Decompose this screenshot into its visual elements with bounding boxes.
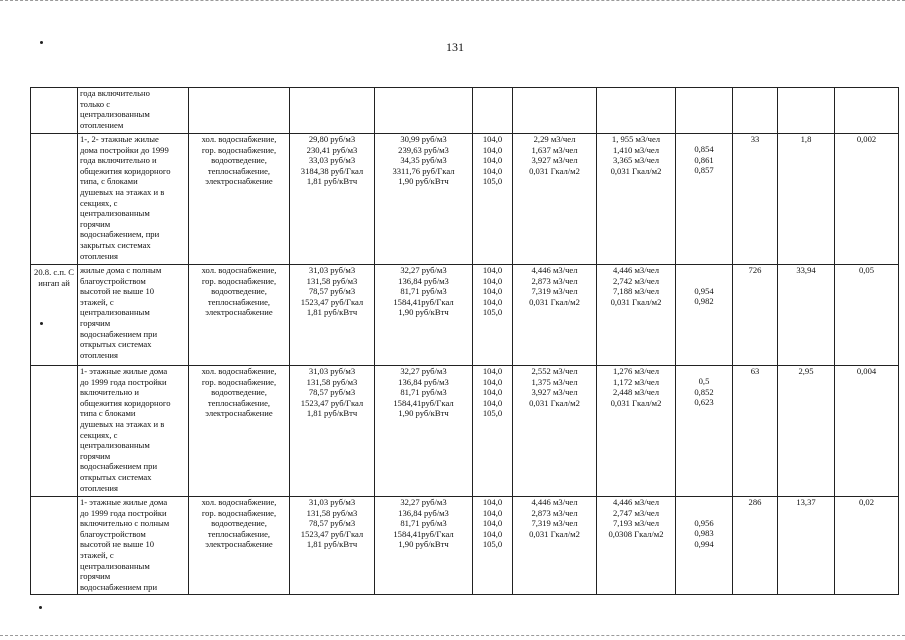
cell-line: 105,0: [482, 539, 503, 550]
cell-line: типа с блоками: [80, 408, 136, 419]
cell-line: хол. водоснабжение,: [201, 265, 277, 275]
share-cell: 0,002: [835, 134, 899, 265]
cell-line: 104,0: [482, 155, 503, 166]
cell-line: отопления: [80, 349, 118, 360]
cell-line: водоснабжением, при: [80, 229, 160, 240]
cell-line: централизованным: [80, 440, 150, 451]
cell-line: 4,446 м3/чел: [531, 497, 578, 507]
cell-line: хол. водоснабжение,: [201, 134, 277, 144]
norm-current-cell: [513, 497, 597, 595]
cell-line: 0,623: [694, 397, 714, 408]
settlement-id-cell: [31, 366, 78, 497]
cell-line: до 1999 года постройки: [80, 507, 167, 518]
tariff-table: [30, 87, 899, 595]
scan-speck: [40, 41, 43, 44]
cell-line: только с: [80, 98, 111, 109]
cell-line: водоснабжением при: [80, 581, 158, 592]
cell-line: душевых на этажах и в: [80, 186, 165, 197]
count-cell: 726: [733, 265, 778, 366]
cell-line: 1,81 руб/кВтч: [306, 307, 358, 318]
cell-line: централизованным: [80, 560, 150, 571]
norm-current-cell: [513, 265, 597, 366]
cell-line: 1523,47 руб/Гкал: [300, 296, 364, 307]
cell-line: 1-, 2- этажные жилые: [80, 134, 159, 144]
cell-line: 4,446 м3/чел: [531, 265, 578, 275]
services-cell: [189, 88, 290, 134]
cell-line: 7,319 м3/чел: [531, 518, 578, 529]
coefficient-cell: [676, 366, 733, 497]
cell-line: 0,031 Гкал/м2: [529, 397, 580, 408]
cell-line: 104,0: [482, 497, 503, 507]
cell-line: 1,81 руб/кВтч: [306, 176, 358, 187]
cell-line: 3,927 м3/чел: [531, 387, 578, 398]
table-row: [31, 366, 899, 497]
cell-line: 104,0: [482, 366, 503, 376]
cell-line: 0,982: [694, 296, 714, 307]
cell-line: 4,446 м3/чел: [612, 497, 660, 507]
tariff-new-cell: [375, 265, 473, 366]
cell-line: 104,0: [482, 397, 503, 408]
services-cell: [189, 366, 290, 497]
cell-line: 78,57 руб/м3: [308, 387, 356, 398]
cell-line: 131,58 руб/м3: [306, 275, 358, 286]
cell-line: 33,03 руб/м3: [308, 155, 356, 166]
settlement-id-cell: [31, 497, 78, 595]
norm-adjusted-cell: [597, 366, 676, 497]
services-cell: [189, 497, 290, 595]
index-cell: [473, 265, 513, 366]
cell-line: 104,0: [482, 286, 503, 297]
cell-line: открытых системах: [80, 471, 152, 482]
cell-line: 0,854: [694, 144, 714, 154]
cell-line: водоснабжением при: [80, 461, 158, 472]
cell-line: 2,742 м3/чел: [612, 275, 660, 286]
cell-line: 2,873 м3/чел: [531, 507, 578, 518]
cell-line: 0,031 Гкал/м2: [610, 165, 662, 176]
cell-line: 2,747 м3/чел: [612, 507, 660, 518]
cell-line: 1523,47 руб/Гкал: [300, 528, 364, 539]
cell-line: 2,552 м3/чел: [531, 366, 578, 376]
cell-line: 1,172 м3/чел: [612, 376, 660, 387]
norm-adjusted-cell: [597, 134, 676, 265]
cell-line: 78,57 руб/м3: [308, 286, 356, 297]
cell-line: гор. водоснабжение,: [201, 275, 277, 286]
cell-line: водоотведение,: [211, 518, 267, 529]
cell-line: 104,0: [482, 144, 503, 155]
cell-line: 31,03 руб/м3: [308, 265, 356, 275]
cell-line: горячим: [80, 571, 111, 582]
cell-line: секциях, с: [80, 429, 118, 440]
cell-line: 1,90 руб/кВтч: [398, 176, 449, 187]
cell-line: 29,80 руб/м3: [308, 134, 356, 144]
cell-line: [678, 507, 730, 518]
cell-line: отоплением: [80, 119, 124, 130]
cell-line: 0,954: [694, 285, 714, 296]
housing-description-cell: [78, 265, 189, 366]
cell-line: до 1999 года постройки: [80, 376, 167, 387]
cell-line: 131,58 руб/м3: [306, 376, 358, 387]
cell-line: 2,29 м3/чел: [533, 134, 576, 144]
index-cell: [473, 366, 513, 497]
cell-line: общежития коридорного: [80, 397, 171, 408]
cell-line: 230,41 руб/м3: [306, 144, 358, 155]
cell-line: 104,0: [482, 134, 503, 144]
cell-line: 0,031 Гкал/м2: [610, 296, 662, 307]
cell-line: 1584,41руб/Гкал: [393, 528, 454, 539]
services-cell: [189, 134, 290, 265]
cell-line: 239,63 руб/м3: [398, 144, 449, 155]
cell-line: включительно и: [80, 387, 139, 398]
settlement-id-cell: 20.8. с.п. Сингап ай: [31, 265, 78, 366]
cell-line: благоустройством: [80, 275, 146, 286]
cell-line: 1,410 м3/чел: [612, 144, 660, 155]
cell-line: 0,0308 Гкал/м2: [608, 528, 664, 539]
cell-line: типа, с блоками: [80, 176, 138, 187]
cell-line: 1,81 руб/кВтч: [306, 539, 358, 550]
cell-line: высотой не выше 10: [80, 286, 155, 297]
cell-line: 4,446 м3/чел: [612, 265, 660, 275]
cell-line: 1584,41руб/Гкал: [393, 296, 454, 307]
cell-line: централизованным: [80, 307, 150, 318]
cell-line: водоотведение,: [211, 155, 267, 166]
cell-line: электроснабжение: [205, 539, 273, 550]
table-row: [31, 497, 899, 595]
cell-line: благоустройством: [80, 528, 146, 539]
cell-line: 0,852: [694, 386, 714, 397]
coefficient-cell: [676, 88, 733, 134]
tariff-current-cell: [290, 88, 375, 134]
cell-line: 105,0: [482, 176, 503, 187]
cell-line: закрытых системах: [80, 239, 151, 250]
cell-line: 3311,76 руб/Гкал: [392, 165, 455, 176]
cell-line: 0,983: [694, 528, 714, 539]
housing-description-cell: [78, 497, 189, 595]
cell-line: душевых на этажах и в: [80, 418, 165, 429]
cell-line: включительно с полным: [80, 518, 170, 529]
cell-line: теплоснабжение,: [207, 528, 271, 539]
page-number: 131: [446, 40, 464, 54]
tariff-new-cell: [375, 366, 473, 497]
coefficient-cell: [676, 497, 733, 595]
cell-line: 7,319 м3/чел: [531, 286, 578, 297]
settlement-id-cell: [31, 134, 78, 265]
cell-line: 104,0: [482, 528, 503, 539]
cell-line: 32,27 руб/м3: [400, 366, 447, 376]
housing-description-cell: [78, 366, 189, 497]
cell-line: 81,71 руб/м3: [400, 518, 447, 529]
cell-line: горячим: [80, 317, 111, 328]
cell-line: 1,90 руб/кВтч: [398, 408, 449, 419]
cell-line: 104,0: [482, 296, 503, 307]
cell-line: 136,84 руб/м3: [398, 275, 449, 286]
cell-line: электроснабжение: [205, 307, 273, 318]
cell-line: 0,031 Гкал/м2: [610, 397, 662, 408]
cell-line: гор. водоснабжение,: [201, 376, 277, 387]
share-cell: 0,02: [835, 497, 899, 595]
tariff-current-cell: [290, 497, 375, 595]
cell-line: 0,861: [694, 154, 714, 165]
norm-current-cell: [513, 366, 597, 497]
cell-line: централизованным: [80, 109, 150, 120]
cell-line: года включительно: [80, 88, 150, 98]
coefficient-cell: [676, 134, 733, 265]
cell-line: 0,031 Гкал/м2: [529, 296, 580, 307]
cell-line: 104,0: [482, 275, 503, 286]
norm-current-cell: [513, 134, 597, 265]
amount-cell: 2,95: [778, 366, 835, 497]
cell-line: водоотведение,: [211, 387, 267, 398]
index-cell: [473, 134, 513, 265]
cell-line: электроснабжение: [205, 408, 273, 419]
cell-line: централизованным: [80, 208, 150, 219]
cell-line: этажей, с: [80, 549, 114, 560]
cell-line: 0,994: [694, 538, 714, 549]
index-cell: [473, 88, 513, 134]
cell-line: 1,90 руб/кВтч: [398, 539, 449, 550]
cell-line: 78,57 руб/м3: [308, 518, 356, 529]
scan-edge-top: [0, 0, 905, 4]
cell-line: теплоснабжение,: [207, 165, 271, 176]
cell-line: 104,0: [482, 265, 503, 275]
count-cell: 286: [733, 497, 778, 595]
tariff-new-cell: [375, 497, 473, 595]
cell-line: 31,03 руб/м3: [308, 366, 356, 376]
cell-line: [678, 275, 730, 286]
housing-description-cell: [78, 88, 189, 134]
cell-line: 7,188 м3/чел: [612, 286, 660, 297]
cell-line: 131,58 руб/м3: [306, 507, 358, 518]
cell-line: 136,84 руб/м3: [398, 376, 449, 387]
cell-line: 104,0: [482, 507, 503, 518]
count-cell: [733, 88, 778, 134]
cell-line: 3,365 м3/чел: [612, 155, 660, 166]
count-cell: 33: [733, 134, 778, 265]
table-row: [31, 265, 899, 366]
amount-cell: 1,8: [778, 134, 835, 265]
tariff-new-cell: [375, 134, 473, 265]
cell-line: 1523,47 руб/Гкал: [300, 397, 364, 408]
cell-line: 0,857: [694, 165, 714, 176]
cell-line: дома постройки до 1999: [80, 144, 169, 155]
cell-line: 0,5: [698, 376, 710, 386]
cell-line: водоотведение,: [211, 286, 267, 297]
count-cell: 63: [733, 366, 778, 497]
cell-line: жилые дома с полным: [80, 265, 162, 275]
cell-line: 105,0: [482, 307, 503, 318]
table-row: [31, 134, 899, 265]
cell-line: 2,873 м3/чел: [531, 275, 578, 286]
amount-cell: 33,94: [778, 265, 835, 366]
cell-line: 136,84 руб/м3: [398, 507, 449, 518]
cell-line: 1,637 м3/чел: [531, 144, 578, 155]
cell-line: 81,71 руб/м3: [400, 286, 447, 297]
cell-line: 0,031 Гкал/м2: [529, 528, 580, 539]
settlement-id-cell: [31, 88, 78, 134]
tariff-new-cell: [375, 88, 473, 134]
coefficient-cell: [676, 265, 733, 366]
cell-line: открытых системах: [80, 339, 152, 350]
share-cell: [835, 88, 899, 134]
cell-line: 31,03 руб/м3: [308, 497, 356, 507]
cell-line: 1,90 руб/кВтч: [398, 307, 449, 318]
cell-line: 3,927 м3/чел: [531, 155, 578, 166]
cell-line: горячим: [80, 450, 111, 461]
cell-line: теплоснабжение,: [207, 296, 271, 307]
cell-line: 32,27 руб/м3: [400, 265, 447, 275]
cell-line: 104,0: [482, 387, 503, 398]
cell-line: общежития коридорного: [80, 165, 171, 176]
cell-line: отопления: [80, 250, 118, 261]
norm-adjusted-cell: [597, 497, 676, 595]
table-row: [31, 88, 899, 134]
cell-line: 0,956: [694, 517, 714, 528]
tariff-current-cell: [290, 366, 375, 497]
cell-line: водоснабжением при: [80, 328, 158, 339]
tariff-current-cell: [290, 134, 375, 265]
cell-line: 3184,38 руб/Гкал: [300, 165, 364, 176]
cell-line: 104,0: [482, 518, 503, 529]
scan-edge-bottom: [0, 635, 905, 638]
cell-line: 32,27 руб/м3: [400, 497, 447, 507]
cell-line: хол. водоснабжение,: [201, 497, 277, 507]
norm-adjusted-cell: [597, 265, 676, 366]
scan-speck: [39, 606, 42, 609]
share-cell: 0,004: [835, 366, 899, 497]
cell-line: горячим: [80, 218, 111, 229]
housing-description-cell: [78, 134, 189, 265]
cell-line: 1584,41руб/Гкал: [393, 397, 454, 408]
cell-line: этажей, с: [80, 296, 114, 307]
tariff-current-cell: [290, 265, 375, 366]
cell-line: отопления: [80, 482, 118, 493]
cell-line: 1,81 руб/кВтч: [306, 408, 358, 419]
cell-line: 1- этажные жилые дома: [80, 497, 168, 507]
cell-line: 1, 955 м3/чел: [611, 134, 661, 144]
cell-line: 7,193 м3/чел: [612, 518, 660, 529]
cell-line: 104,0: [482, 165, 503, 176]
cell-line: 2,448 м3/чел: [612, 387, 660, 398]
cell-line: электроснабжение: [205, 176, 273, 187]
cell-line: 1- этажные жилые дома: [80, 366, 168, 376]
cell-line: гор. водоснабжение,: [201, 507, 277, 518]
index-cell: [473, 497, 513, 595]
cell-line: 1,276 м3/чел: [612, 366, 660, 376]
cell-line: 105,0: [482, 408, 503, 419]
cell-line: 34,35 руб/м3: [400, 155, 447, 166]
cell-line: теплоснабжение,: [207, 397, 271, 408]
cell-line: года включительно и: [80, 155, 157, 166]
cell-line: 0,031 Гкал/м2: [529, 165, 580, 176]
services-cell: [189, 265, 290, 366]
cell-line: гор. водоснабжение,: [201, 144, 277, 155]
cell-line: 30,99 руб/м3: [400, 134, 447, 144]
cell-line: 81,71 руб/м3: [400, 387, 447, 398]
amount-cell: [778, 88, 835, 134]
norm-adjusted-cell: [597, 88, 676, 134]
cell-line: секциях, с: [80, 197, 118, 208]
cell-line: 104,0: [482, 376, 503, 387]
share-cell: 0,05: [835, 265, 899, 366]
cell-line: хол. водоснабжение,: [201, 366, 277, 376]
cell-line: 1,375 м3/чел: [531, 376, 578, 387]
norm-current-cell: [513, 88, 597, 134]
amount-cell: 13,37: [778, 497, 835, 595]
cell-line: высотой не выше 10: [80, 539, 155, 550]
